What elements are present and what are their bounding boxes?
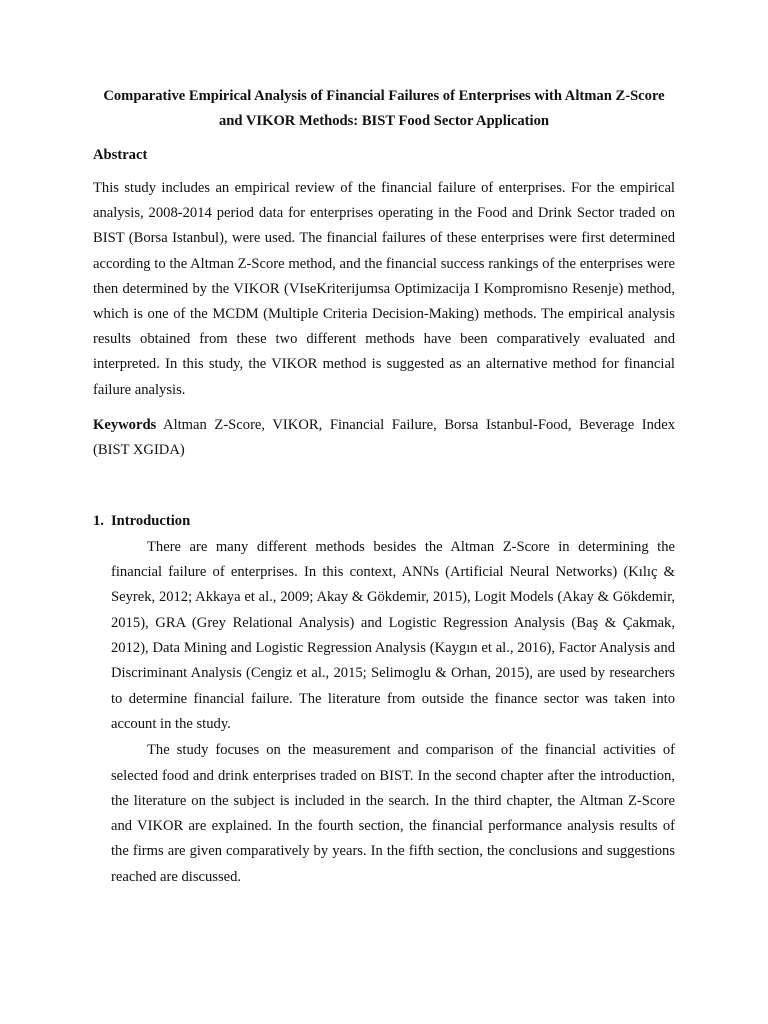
- section-title: Introduction: [111, 512, 191, 529]
- paper-title: Comparative Empirical Analysis of Financial Failures of Enterprises with Altman Z-Score and VIKOR Methods: BIST Food Sector Application: [103, 88, 665, 129]
- section-number: 1.: [93, 512, 104, 529]
- section-heading-introduction: [93, 509, 675, 534]
- keywords-label: Keywords: [93, 416, 157, 433]
- abstract-heading: Abstract: [93, 147, 148, 163]
- keywords-line: [93, 413, 675, 463]
- abstract-body: This study includes an empirical review of the financial failure of enterprises. For the empirical analysis, 2008-2014 period data for enterprises operating in the Food and Drink Sector traded on BIST (Borsa Istanbul), were used. The financial failures of these enterprises were first determined according to the Altman Z-Score method, and the financial success rankings of the enterprises were then determined by the VIKOR (VIseKriterijumsa Optimizacija I Kompromisno Resenje) method, which is one of the MCDM (Multiple Criteria Decision-Making) methods. The empirical analysis results obtained from these two different methods have been comparatively evaluated and interpreted. In this study, the VIKOR method is suggested as an alternative method for financial failure analysis.: [93, 180, 675, 398]
- intro-paragraph-2: The study focuses on the measurement and comparison of the financial activities of selected food and drink enterprises traded on BIST. In the second chapter after the introduction, the literature on the subject is included in the search. In the third chapter, the Altman Z-Score and VIKOR are explained. In the fourth section, the financial performance analysis results of the firms are given comparatively by years. In the fifth section, the conclusions and suggestions reached are discussed.: [111, 742, 675, 885]
- intro-paragraph-1: There are many different methods besides the Altman Z-Score in determining the financial failure of enterprises. In this context, ANNs (Artificial Neural Networks) (Kılıç & Seyrek, 2012; Akkaya et al., 2009; Akay & Gökdemir, 2015), Logit Models (Akay & Gökdemir, 2015), GRA (Grey Relational Analysis) and Logistic Regression Analysis (Baş & Çakmak, 2012), Data Mining and Logistic Regression Analysis (Kaygın et al., 2016), Factor Analysis and Discriminant Analysis (Cengiz et al., 2015; Selimoglu & Orhan, 2015), are used by researchers to determine financial failure. The literature from outside the finance sector was taken into account in the study.: [111, 538, 675, 732]
- document-page: [93, 84, 675, 890]
- keywords-text: Altman Z-Score, VIKOR, Financial Failure, Borsa Istanbul-Food, Beverage Index (BIST XGIDA): [93, 416, 675, 458]
